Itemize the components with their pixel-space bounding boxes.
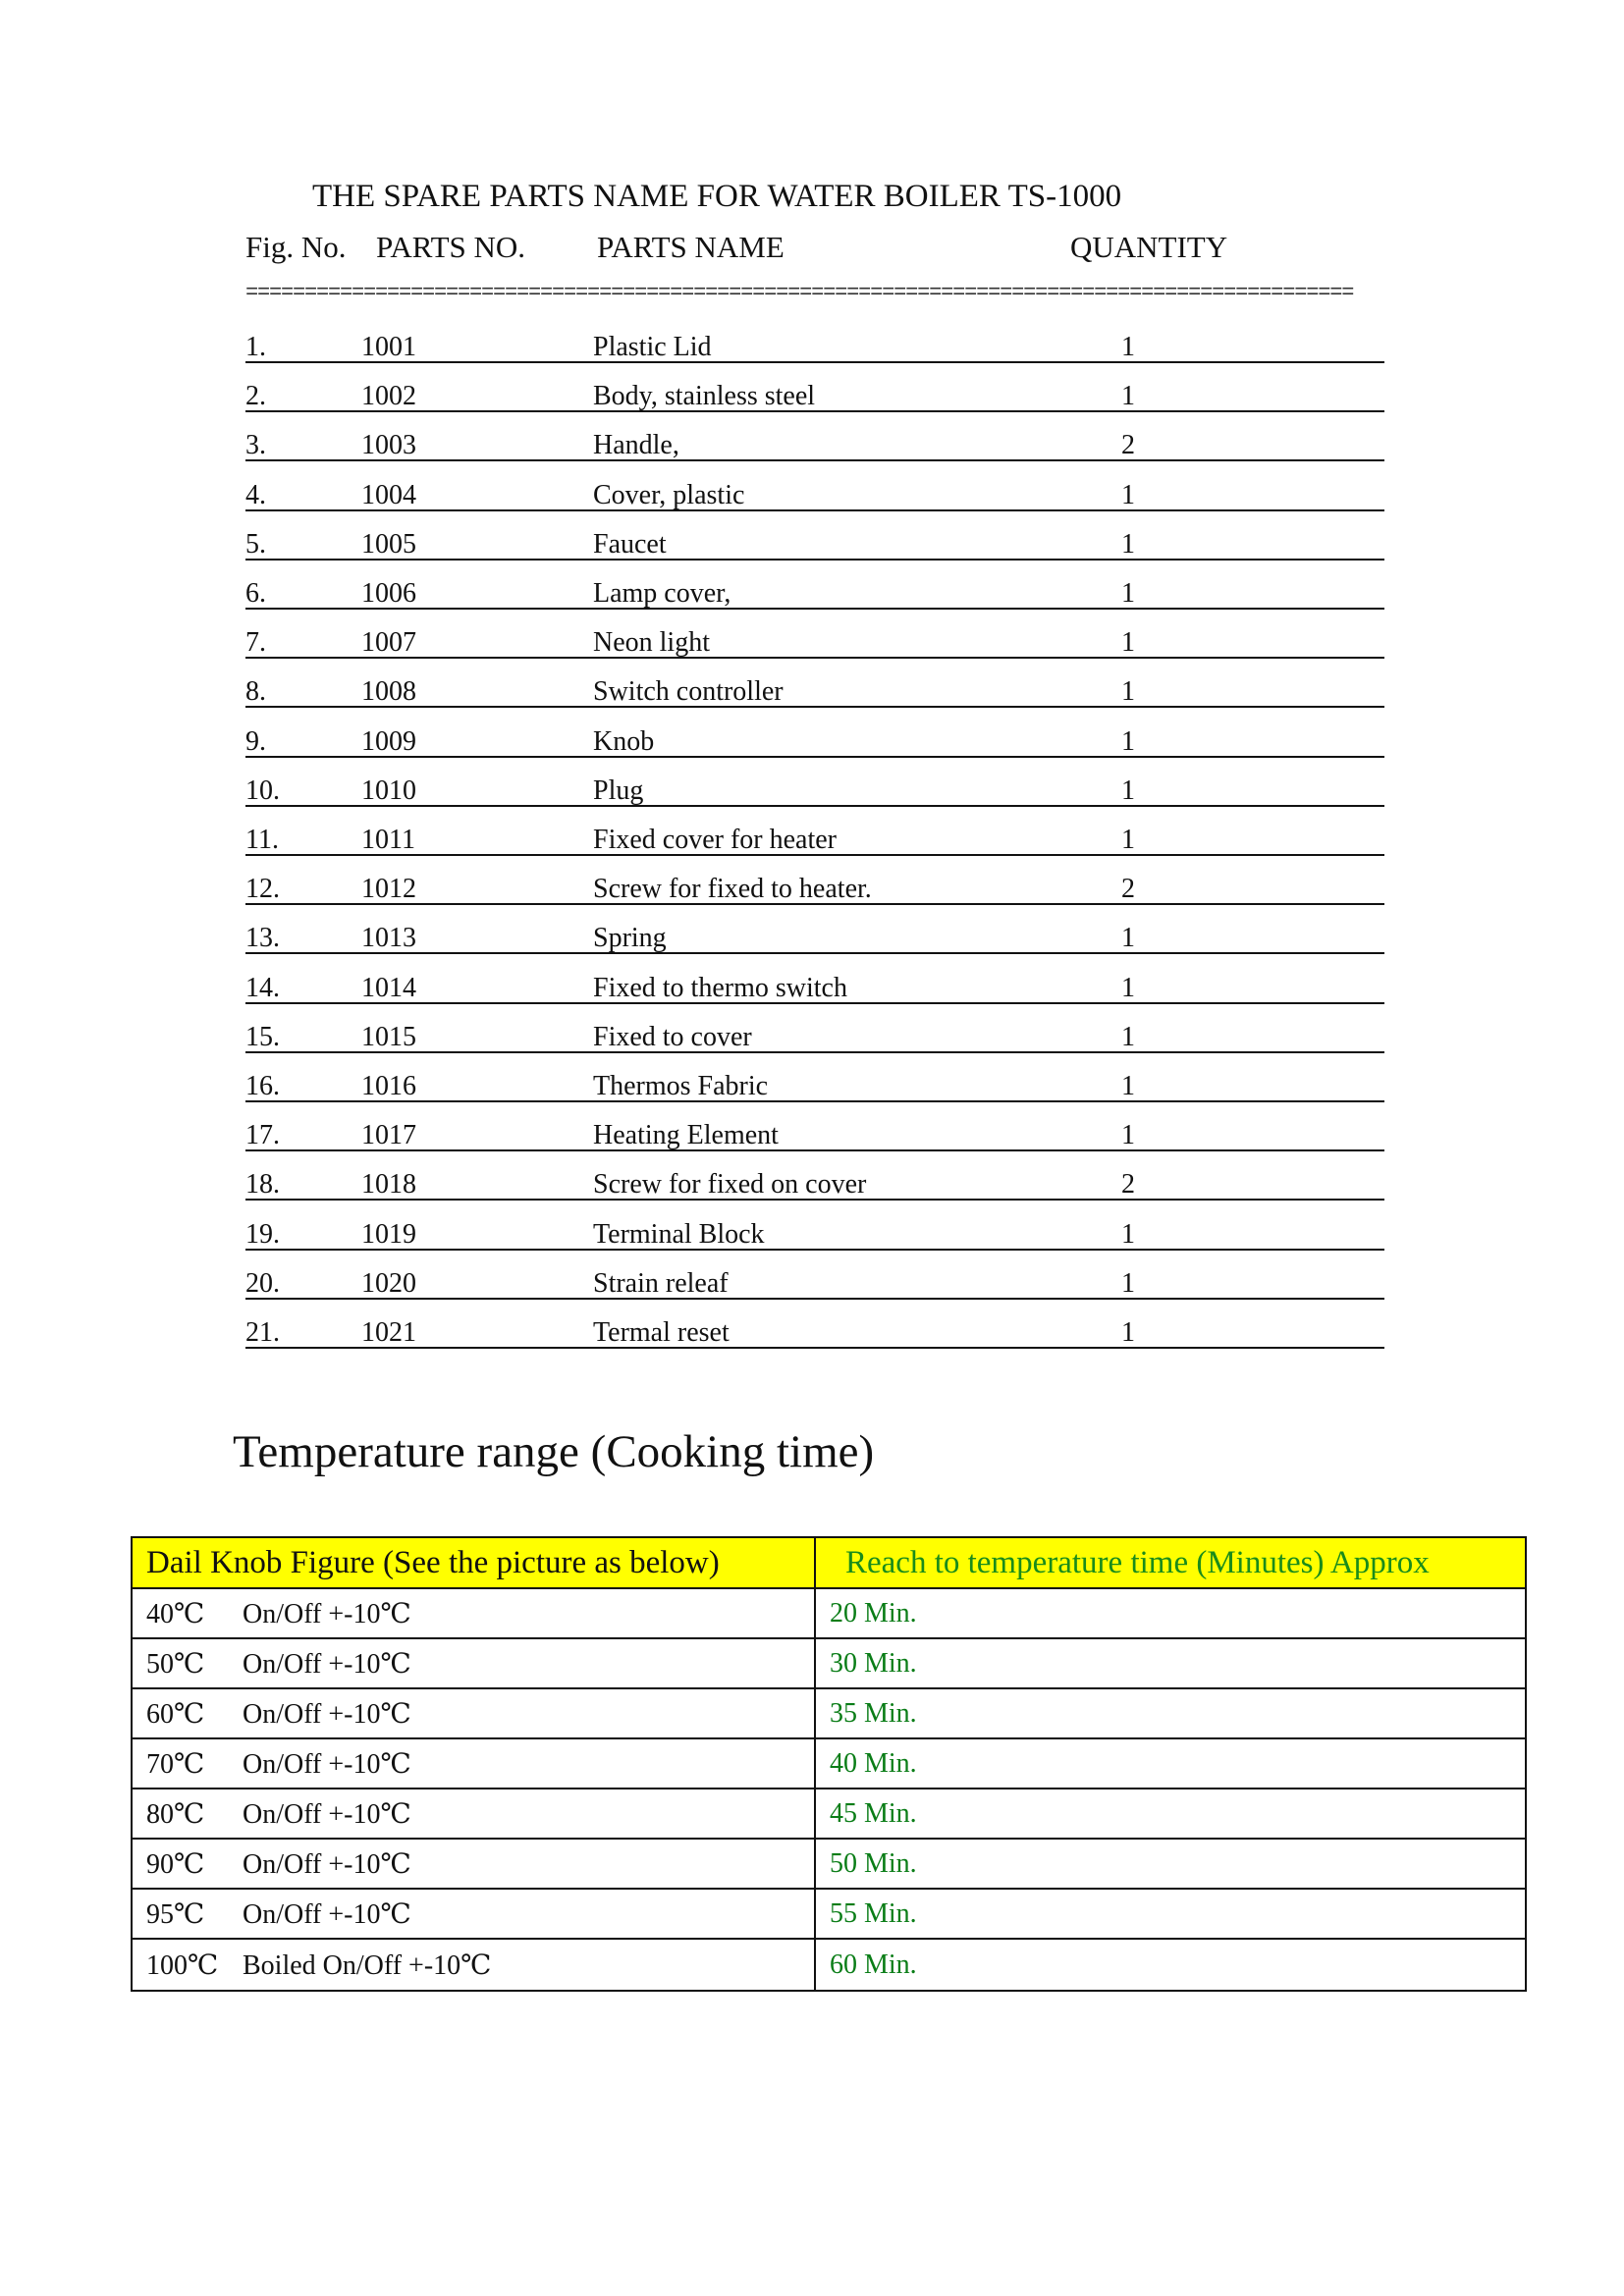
parts-row — [245, 1108, 1384, 1151]
fig-number: 1. — [245, 332, 266, 362]
part-number: 1006 — [361, 578, 416, 609]
part-quantity: 1 — [1121, 479, 1135, 510]
parts-row — [245, 1059, 1384, 1102]
fig-number: 13. — [245, 923, 280, 954]
fig-number: 7. — [245, 627, 266, 659]
fig-number: 14. — [245, 972, 280, 1003]
header-parts-no: PARTS NO. — [376, 230, 526, 264]
fig-number: 6. — [245, 578, 266, 609]
parts-row — [245, 566, 1384, 610]
parts-row — [245, 320, 1384, 363]
part-name: Handle, — [593, 430, 679, 461]
part-quantity: 1 — [1121, 332, 1135, 362]
part-quantity: 2 — [1121, 430, 1135, 461]
fig-number: 5. — [245, 528, 266, 560]
fig-number: 17. — [245, 1120, 280, 1151]
parts-row — [245, 1157, 1384, 1201]
parts-row — [245, 764, 1384, 807]
fig-number: 12. — [245, 874, 280, 905]
part-name: Thermos Fabric — [593, 1071, 769, 1101]
temperature-value: 70℃ — [146, 1748, 205, 1780]
reach-time-value: 35 Min. — [815, 1688, 1526, 1738]
header-separator: ============================================================================================== — [245, 281, 1354, 305]
temperature-value: 40℃ — [146, 1598, 205, 1629]
header-reach-time: Reach to temperature time (Minutes) Approx — [815, 1537, 1526, 1588]
part-number: 1015 — [361, 1021, 416, 1052]
parts-row — [245, 911, 1384, 954]
part-name: Strain releaf — [593, 1267, 729, 1299]
part-number: 1011 — [361, 825, 415, 855]
temperature-row — [132, 1839, 1526, 1889]
part-name: Screw for fixed on cover — [593, 1169, 867, 1201]
fig-number: 9. — [245, 725, 266, 757]
temperature-row — [132, 1588, 1526, 1638]
tolerance-setting: On/Off +-10℃ — [243, 1848, 411, 1880]
part-quantity: 1 — [1121, 676, 1135, 708]
part-number: 1020 — [361, 1267, 416, 1299]
reach-time-value: 40 Min. — [815, 1738, 1526, 1789]
temperature-row — [132, 1688, 1526, 1738]
parts-row — [245, 369, 1384, 412]
tolerance-setting: On/Off +-10℃ — [243, 1798, 411, 1830]
reach-time-value: 20 Min. — [815, 1588, 1526, 1638]
fig-number: 10. — [245, 774, 280, 806]
part-number: 1021 — [361, 1317, 416, 1348]
parts-row — [245, 961, 1384, 1004]
fig-number: 21. — [245, 1317, 280, 1348]
part-name: Faucet — [593, 528, 667, 560]
part-quantity: 1 — [1121, 627, 1135, 659]
header-quantity: QUANTITY — [1070, 230, 1228, 264]
part-quantity: 1 — [1121, 923, 1135, 954]
part-number: 1007 — [361, 627, 416, 659]
knob-setting-cell — [132, 1839, 815, 1889]
part-quantity: 1 — [1121, 1317, 1135, 1348]
fig-number: 16. — [245, 1071, 280, 1101]
knob-setting-cell — [132, 1939, 815, 1991]
temperature-value: 60℃ — [146, 1698, 205, 1730]
parts-row — [245, 1207, 1384, 1251]
part-name: Fixed to cover — [593, 1021, 752, 1052]
tolerance-setting: On/Off +-10℃ — [243, 1748, 411, 1780]
fig-number: 2. — [245, 381, 266, 412]
tolerance-setting: Boiled On/Off +-10℃ — [243, 1949, 492, 1981]
part-quantity: 1 — [1121, 528, 1135, 560]
tolerance-setting: On/Off +-10℃ — [243, 1698, 411, 1730]
temperature-table-header — [132, 1537, 1526, 1588]
reach-time-value: 50 Min. — [815, 1839, 1526, 1889]
temperature-row — [132, 1789, 1526, 1839]
part-number: 1019 — [361, 1218, 416, 1250]
reach-time-value: 60 Min. — [815, 1939, 1526, 1991]
temperature-row — [132, 1889, 1526, 1939]
part-name: Switch controller — [593, 676, 784, 708]
document-title: THE SPARE PARTS NAME FOR WATER BOILER TS-1000 — [312, 179, 1122, 214]
parts-row — [245, 1256, 1384, 1300]
tolerance-setting: On/Off +-10℃ — [243, 1898, 411, 1930]
part-quantity: 1 — [1121, 1120, 1135, 1151]
parts-row — [245, 665, 1384, 708]
part-quantity: 1 — [1121, 1021, 1135, 1052]
part-number: 1017 — [361, 1120, 416, 1151]
part-name: Neon light — [593, 627, 710, 659]
parts-row — [245, 715, 1384, 758]
knob-setting-cell — [132, 1688, 815, 1738]
part-number: 1004 — [361, 479, 416, 510]
part-number: 1002 — [361, 381, 416, 412]
fig-number: 4. — [245, 479, 266, 510]
part-name: Cover, plastic — [593, 479, 745, 510]
parts-row — [245, 862, 1384, 905]
reach-time-value: 45 Min. — [815, 1789, 1526, 1839]
part-name: Termal reset — [593, 1317, 730, 1348]
part-number: 1010 — [361, 774, 416, 806]
knob-setting-cell — [132, 1738, 815, 1789]
part-number: 1016 — [361, 1071, 416, 1101]
part-number: 1001 — [361, 332, 416, 362]
fig-number: 15. — [245, 1021, 280, 1052]
part-quantity: 1 — [1121, 578, 1135, 609]
knob-setting-cell — [132, 1638, 815, 1688]
header-knob-figure: Dail Knob Figure (See the picture as below) — [132, 1537, 815, 1588]
part-quantity: 1 — [1121, 725, 1135, 757]
header-parts-name: PARTS NAME — [597, 230, 785, 264]
part-quantity: 1 — [1121, 774, 1135, 806]
part-quantity: 1 — [1121, 1267, 1135, 1299]
header-fig-no: Fig. No. — [245, 230, 347, 264]
fig-number: 11. — [245, 825, 279, 855]
part-name: Terminal Block — [593, 1218, 765, 1250]
fig-number: 8. — [245, 676, 266, 708]
part-name: Heating Element — [593, 1120, 779, 1151]
knob-setting-cell — [132, 1789, 815, 1839]
part-name: Plug — [593, 774, 644, 806]
temperature-value: 90℃ — [146, 1848, 205, 1880]
fig-number: 3. — [245, 430, 266, 461]
parts-row — [245, 1010, 1384, 1053]
tolerance-setting: On/Off +-10℃ — [243, 1648, 411, 1680]
temperature-row — [132, 1939, 1526, 1991]
tolerance-setting: On/Off +-10℃ — [243, 1598, 411, 1629]
part-number: 1005 — [361, 528, 416, 560]
parts-row — [245, 813, 1384, 856]
part-number: 1018 — [361, 1169, 416, 1201]
part-quantity: 1 — [1121, 381, 1135, 412]
temperature-row — [132, 1638, 1526, 1688]
part-quantity: 1 — [1121, 825, 1135, 855]
reach-time-value: 55 Min. — [815, 1889, 1526, 1939]
temperature-table — [131, 1536, 1527, 1992]
parts-row — [245, 418, 1384, 461]
parts-row — [245, 1306, 1384, 1349]
part-name: Fixed cover for heater — [593, 825, 837, 855]
parts-row — [245, 468, 1384, 511]
temperature-row — [132, 1738, 1526, 1789]
fig-number: 20. — [245, 1267, 280, 1299]
part-name: Spring — [593, 923, 667, 954]
part-number: 1012 — [361, 874, 416, 905]
knob-setting-cell — [132, 1889, 815, 1939]
part-number: 1003 — [361, 430, 416, 461]
parts-row — [245, 615, 1384, 659]
part-quantity: 1 — [1121, 1071, 1135, 1101]
temperature-value: 50℃ — [146, 1648, 205, 1680]
part-quantity: 1 — [1121, 1218, 1135, 1250]
fig-number: 18. — [245, 1169, 280, 1201]
fig-number: 19. — [245, 1218, 280, 1250]
part-number: 1008 — [361, 676, 416, 708]
parts-row — [245, 517, 1384, 561]
knob-setting-cell — [132, 1588, 815, 1638]
part-number: 1009 — [361, 725, 416, 757]
part-quantity: 1 — [1121, 972, 1135, 1003]
part-number: 1013 — [361, 923, 416, 954]
part-name: Screw for fixed to heater. — [593, 874, 872, 905]
part-name: Body, stainless steel — [593, 381, 816, 412]
part-name: Lamp cover, — [593, 578, 731, 609]
reach-time-value: 30 Min. — [815, 1638, 1526, 1688]
temperature-value: 80℃ — [146, 1798, 205, 1830]
part-name: Plastic Lid — [593, 332, 712, 362]
temperature-value: 95℃ — [146, 1898, 205, 1930]
temperature-value: 100℃ — [146, 1949, 219, 1981]
part-name: Knob — [593, 725, 655, 757]
section-title: Temperature range (Cooking time) — [233, 1426, 875, 1477]
part-quantity: 2 — [1121, 874, 1135, 905]
part-name: Fixed to thermo switch — [593, 972, 847, 1003]
part-number: 1014 — [361, 972, 416, 1003]
part-quantity: 2 — [1121, 1169, 1135, 1201]
